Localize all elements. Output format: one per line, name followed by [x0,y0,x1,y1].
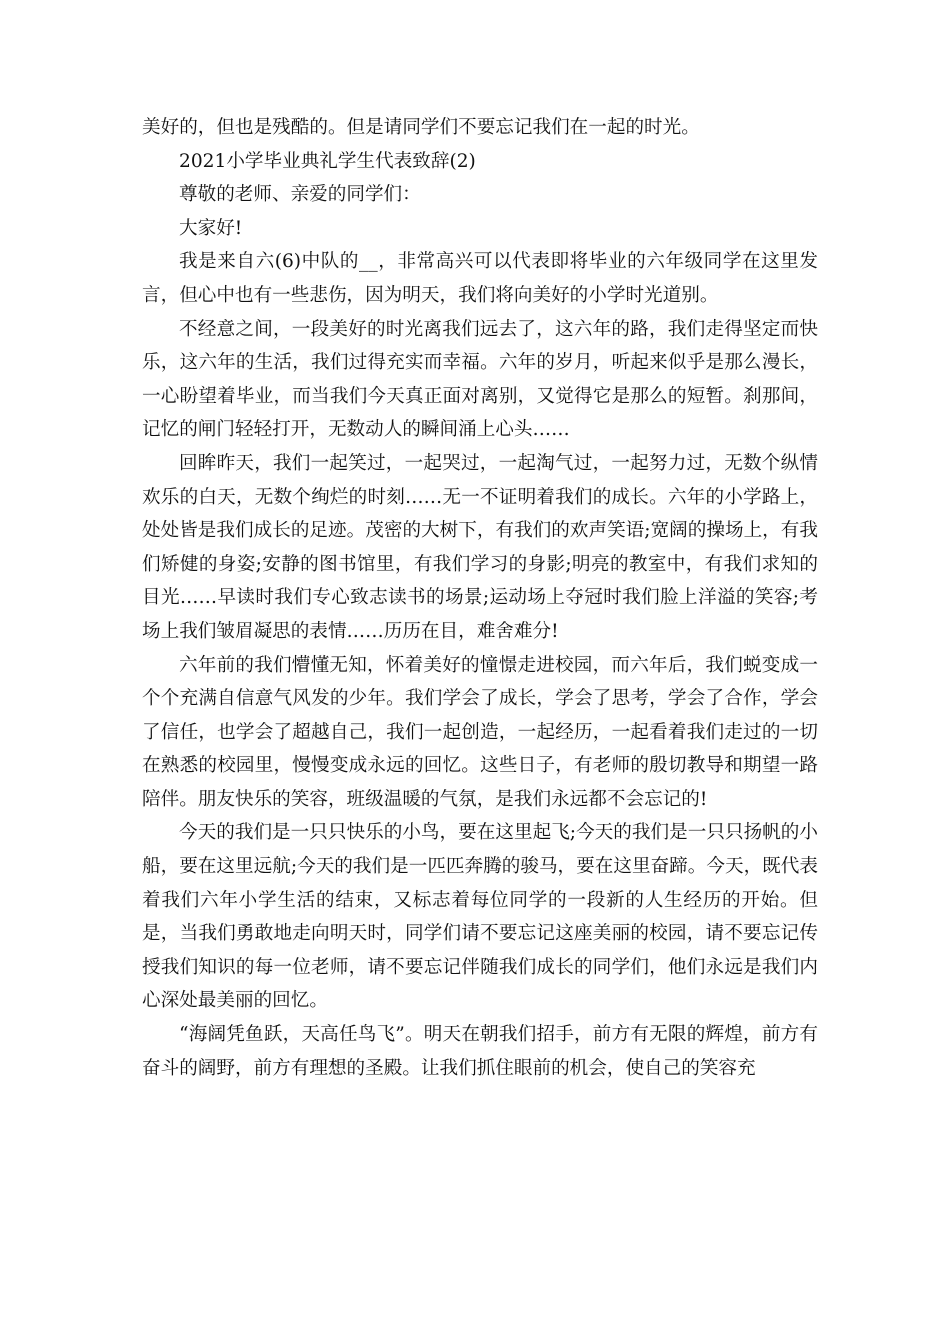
paragraph: “海阔凭鱼跃，天高任鸟飞”。明天在朝我们招手，前方有无限的辉煌，前方有奋斗的阔野，前方有理想的圣殿。让我们抓住眼前的机会，使自己的笑容充 [142,1024,818,1079]
paragraph: 不经意之间，一段美好的时光离我们远去了，这六年的路，我们走得坚定而快乐，这六年的生活，我们过得充实而幸福。六年的岁月，听起来似乎是那么漫长，一心盼望着毕业，而当我们今天真正面对离别，又觉得它是那么的短暂。刹那间，记忆的闸门轻轻打开，无数动人的瞬间涌上心头…… [142,318,818,441]
paragraph: 我是来自六(6)中队的__，非常高兴可以代表即将毕业的六年级同学在这里发言，但心中也有一些悲伤，因为明天，我们将向美好的小学时光道别。 [142,251,818,306]
paragraph: 回眸昨天，我们一起笑过，一起哭过，一起淘气过，一起努力过，无数个纵情欢乐的白天，无数个绚烂的时刻……无一不证明着我们的成长。六年的小学路上，处处皆是我们成长的足迹。茂密的大树下，有我们的欢声笑语;宽阔的操场上，有我们矫健的身姿;安静的图书馆里，有我们学习的身影;明亮的教室中，有我们求知的目光……早读时我们专心致志读书的场景;运动场上夺冠时我们脸上洋溢的笑容;考场上我们皱眉凝思的表情……历历在目，难舍难分! [142,452,818,642]
document-body [142,111,818,1085]
greeting: 大家好! [179,217,243,239]
paragraph: 六年前的我们懵懂无知，怀着美好的憧憬走进校园，而六年后，我们蜕变成一个个充满自信意气风发的少年。我们学会了成长，学会了思考，学会了合作，学会了信任，也学会了超越自己，我们一起创造，一起经历，一起看着我们走过的一切在熟悉的校园里，慢慢变成永远的回忆。这些日子，有老师的殷切教导和期望一路陪伴。朋友快乐的笑容，班级温暖的气氛，是我们永远都不会忘记的! [142,654,818,810]
paragraph: 今天的我们是一只只快乐的小鸟，要在这里起飞;今天的我们是一只只扬帆的小船，要在这里远航;今天的我们是一匹匹奔腾的骏马，要在这里奋蹄。今天，既代表着我们六年小学生活的结束，又标志着每位同学的一段新的人生经历的开始。但是，当我们勇敢地走向明天时，同学们请不要忘记这座美丽的校园，请不要忘记传授我们知识的每一位老师，请不要忘记伴随我们成长的同学们，他们永远是我们内心深处最美丽的回忆。 [142,822,818,1012]
salutation: 尊敬的老师、亲爱的同学们： [179,184,421,206]
section-title: 2021小学毕业典礼学生代表致辞(2) [179,150,476,172]
paragraph-continuation: 美好的，但也是残酷的。但是请同学们不要忘记我们在一起的时光。 [142,117,700,138]
